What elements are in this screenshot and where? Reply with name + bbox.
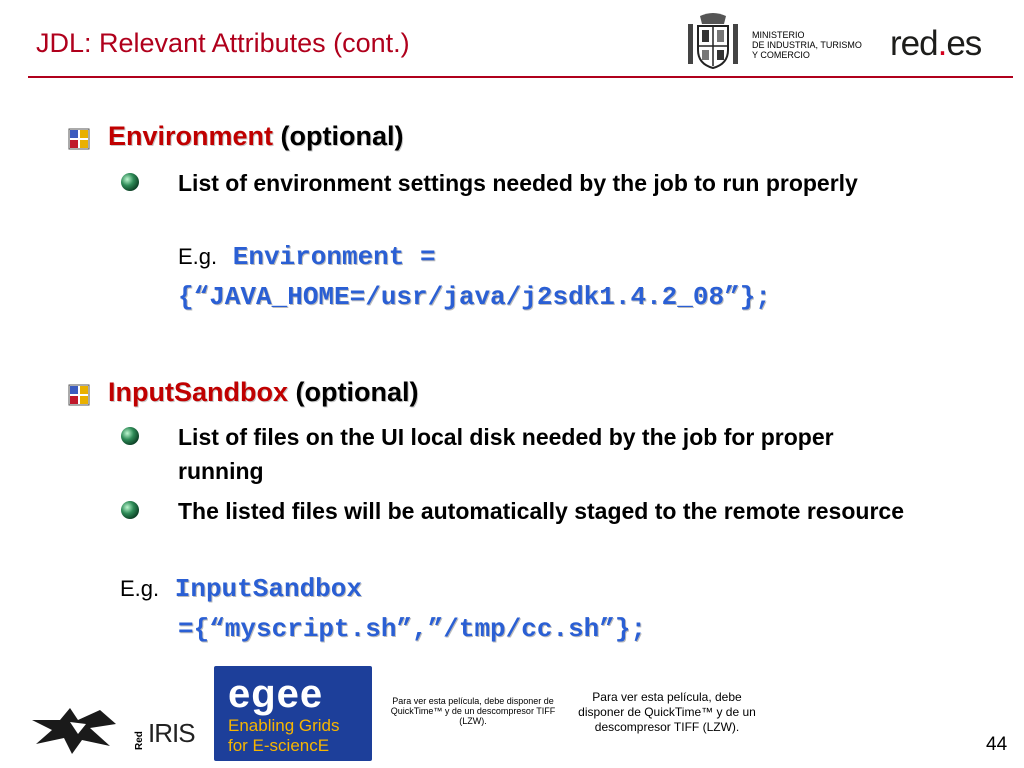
spanish-coat-of-arms-icon <box>686 12 740 70</box>
quicktime-placeholder-note: Para ver esta película, debe disponer de QuickTime™ y de un descompresor TIFF (LZW). <box>390 696 556 726</box>
example-line-2: {“JAVA_HOME=/usr/java/j2sdk1.4.2_08”}; <box>178 282 771 312</box>
redes-logo-dot: . <box>937 24 947 63</box>
rediris-big-text: IRIS <box>148 718 195 748</box>
optional-label: (optional) <box>273 121 404 151</box>
keyword-inputsandbox: InputSandbox <box>108 377 288 407</box>
rediris-wordmark <box>134 716 194 752</box>
example-code: Environment = <box>232 242 436 272</box>
green-sphere-bullet-icon <box>120 500 140 520</box>
list-item: The listed files will be automatically staged to the remote resource <box>178 498 904 524</box>
quicktime-placeholder-note: Para ver esta película, debe disponer de QuickTime™ y de un descompresor TIFF (LZW). <box>578 690 756 734</box>
example-label: E.g. <box>178 244 218 269</box>
example-line-1 <box>120 574 362 604</box>
green-sphere-bullet-icon <box>120 426 140 446</box>
example-line-2: ={“myscript.sh”,”/tmp/cc.sh”}; <box>178 614 647 644</box>
egee-wordmark: egee <box>228 672 324 716</box>
list-item: List of environment settings needed by the job to run properly <box>178 170 858 196</box>
example-label: E.g. <box>120 576 160 601</box>
egee-line-2: for E-sciencE <box>228 736 330 755</box>
section-heading-inputsandbox <box>108 377 418 408</box>
ministry-line: MINISTERIO <box>752 30 805 40</box>
rediris-network-logo-icon <box>30 700 126 756</box>
green-sphere-bullet-icon <box>120 172 140 192</box>
cube-bullet-icon <box>68 384 90 406</box>
ministry-line: DE INDUSTRIA, TURISMO <box>752 40 862 50</box>
redes-logo-right: es <box>946 24 982 63</box>
ministry-label <box>752 30 862 60</box>
example-line-1 <box>178 242 436 272</box>
egee-line-1: Enabling Grids <box>228 716 340 735</box>
egee-logo <box>214 666 372 761</box>
page-number: 44 <box>986 734 1008 755</box>
cube-bullet-icon <box>68 128 90 150</box>
list-item: List of files on the UI local disk needed by the job for proper running <box>178 424 834 484</box>
keyword-environment: Environment <box>108 121 274 151</box>
section-heading-environment <box>108 121 404 152</box>
slide-title: JDL: Relevant Attributes (cont.) <box>36 28 410 58</box>
redes-logo-left: red <box>890 24 938 63</box>
optional-label: (optional) <box>287 377 419 407</box>
redes-logo <box>890 24 981 64</box>
header-divider <box>28 76 1013 78</box>
example-code: InputSandbox <box>174 574 362 604</box>
rediris-small-text: Red <box>134 731 145 750</box>
ministry-line: Y COMERCIO <box>752 50 810 60</box>
